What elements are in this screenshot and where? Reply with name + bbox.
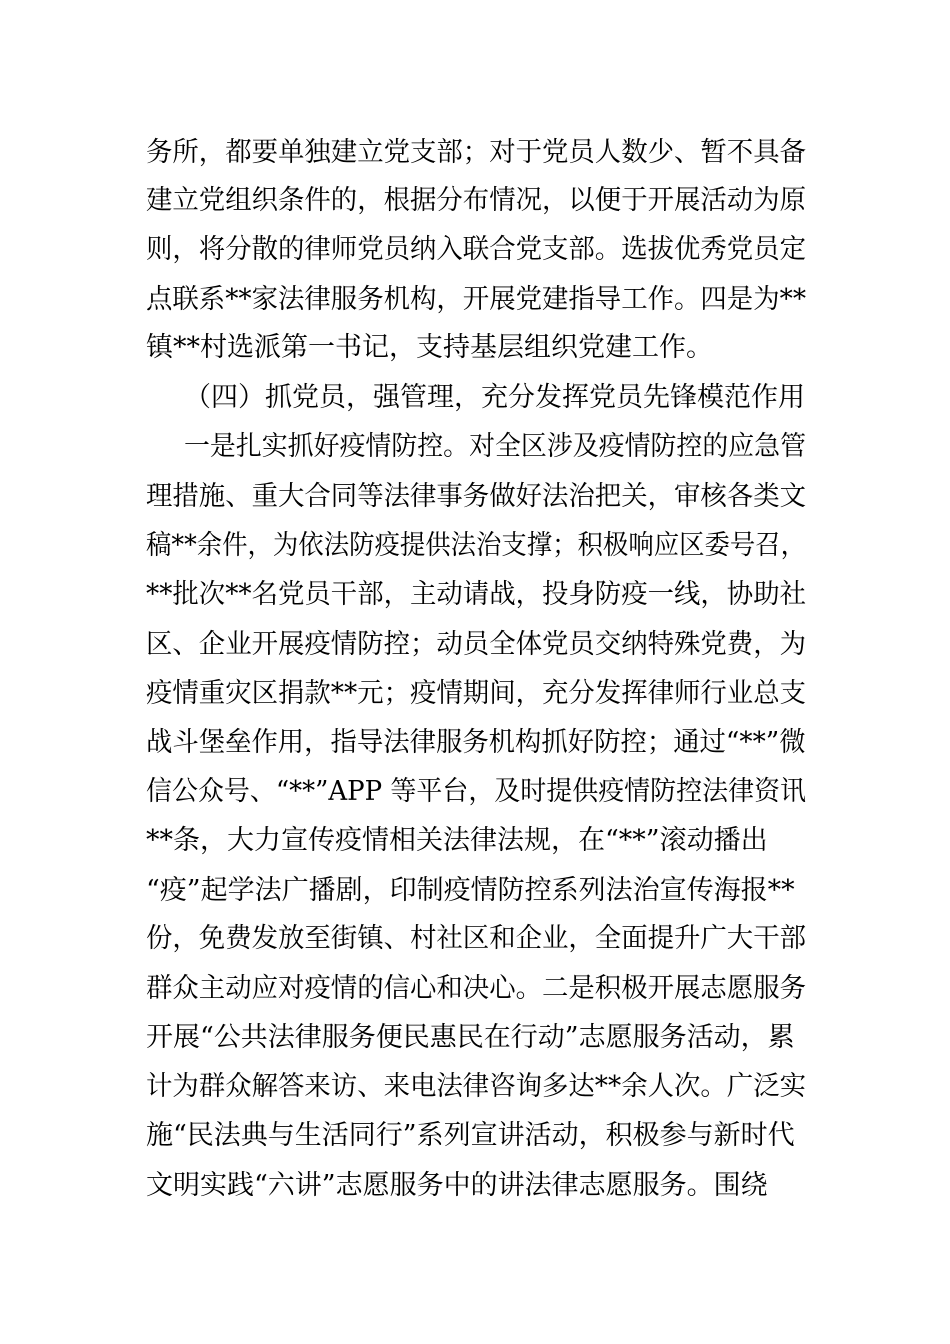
text-line: **条，大力宣传疫情相关法律法规，在“**”滚动播出 xyxy=(146,825,768,856)
text-line: 镇**村选派第一书记，支持基层组织党建工作。 xyxy=(146,332,713,363)
text-line: **批次**名党员干部，主动请战，投身防疫一线，协助社 xyxy=(146,579,807,610)
text-line: 计为群众解答来访、来电法律咨询多达**余人次。广泛实 xyxy=(146,1071,807,1102)
text-line: 战斗堡垒作用，指导法律服务机构抓好防控；通过“**”微 xyxy=(146,727,806,758)
text-line: 疫情重灾区捐款**元；疫情期间，充分发挥律师行业总支 xyxy=(146,678,807,709)
text-line: 信公众号、“**”APP 等平台，及时提供疫情防控法律资讯 xyxy=(146,776,807,807)
text-line: 份，免费发放至街镇、村社区和企业，全面提升广大干部 xyxy=(146,923,807,954)
text-line: 稿**余件，为依法防疫提供法治支撑；积极响应区委号召， xyxy=(146,530,807,561)
text-line: 理措施、重大合同等法律事务做好法治把关，审核各类文 xyxy=(146,481,807,512)
text-line: 区、企业开展疫情防控；动员全体党员交纳特殊党费，为 xyxy=(146,629,807,660)
text-line: 务所，都要单独建立党支部；对于党员人数少、暂不具备 xyxy=(146,137,807,168)
text-line: 文明实践“六讲”志愿服务中的讲法律志愿服务。围绕 xyxy=(146,1170,768,1201)
text-line: 群众主动应对疫情的信心和决心。二是积极开展志愿服务 xyxy=(146,973,807,1004)
text-line: “疫”起学法广播剧，印制疫情防控系列法治宣传海报** xyxy=(146,875,795,906)
text-line: 施“民法典与生活同行”系列宣讲活动，积极参与新时代 xyxy=(146,1120,795,1151)
text-line: 开展“公共法律服务便民惠民在行动”志愿服务活动，累 xyxy=(146,1022,795,1053)
text-line: 点联系**家法律服务机构，开展党建指导工作。四是为** xyxy=(146,284,807,315)
text-line: 则，将分散的律师党员纳入联合党支部。选拔优秀党员定 xyxy=(146,234,807,265)
text-line: 一是扎实抓好疫情防控。对全区涉及疫情防控的应急管 xyxy=(184,431,807,462)
text-line: 建立党组织条件的，根据分布情况，以便于开展活动为原 xyxy=(146,185,807,216)
section-heading: （四）抓党员，强管理，充分发挥党员先锋模范作用 xyxy=(184,382,805,413)
